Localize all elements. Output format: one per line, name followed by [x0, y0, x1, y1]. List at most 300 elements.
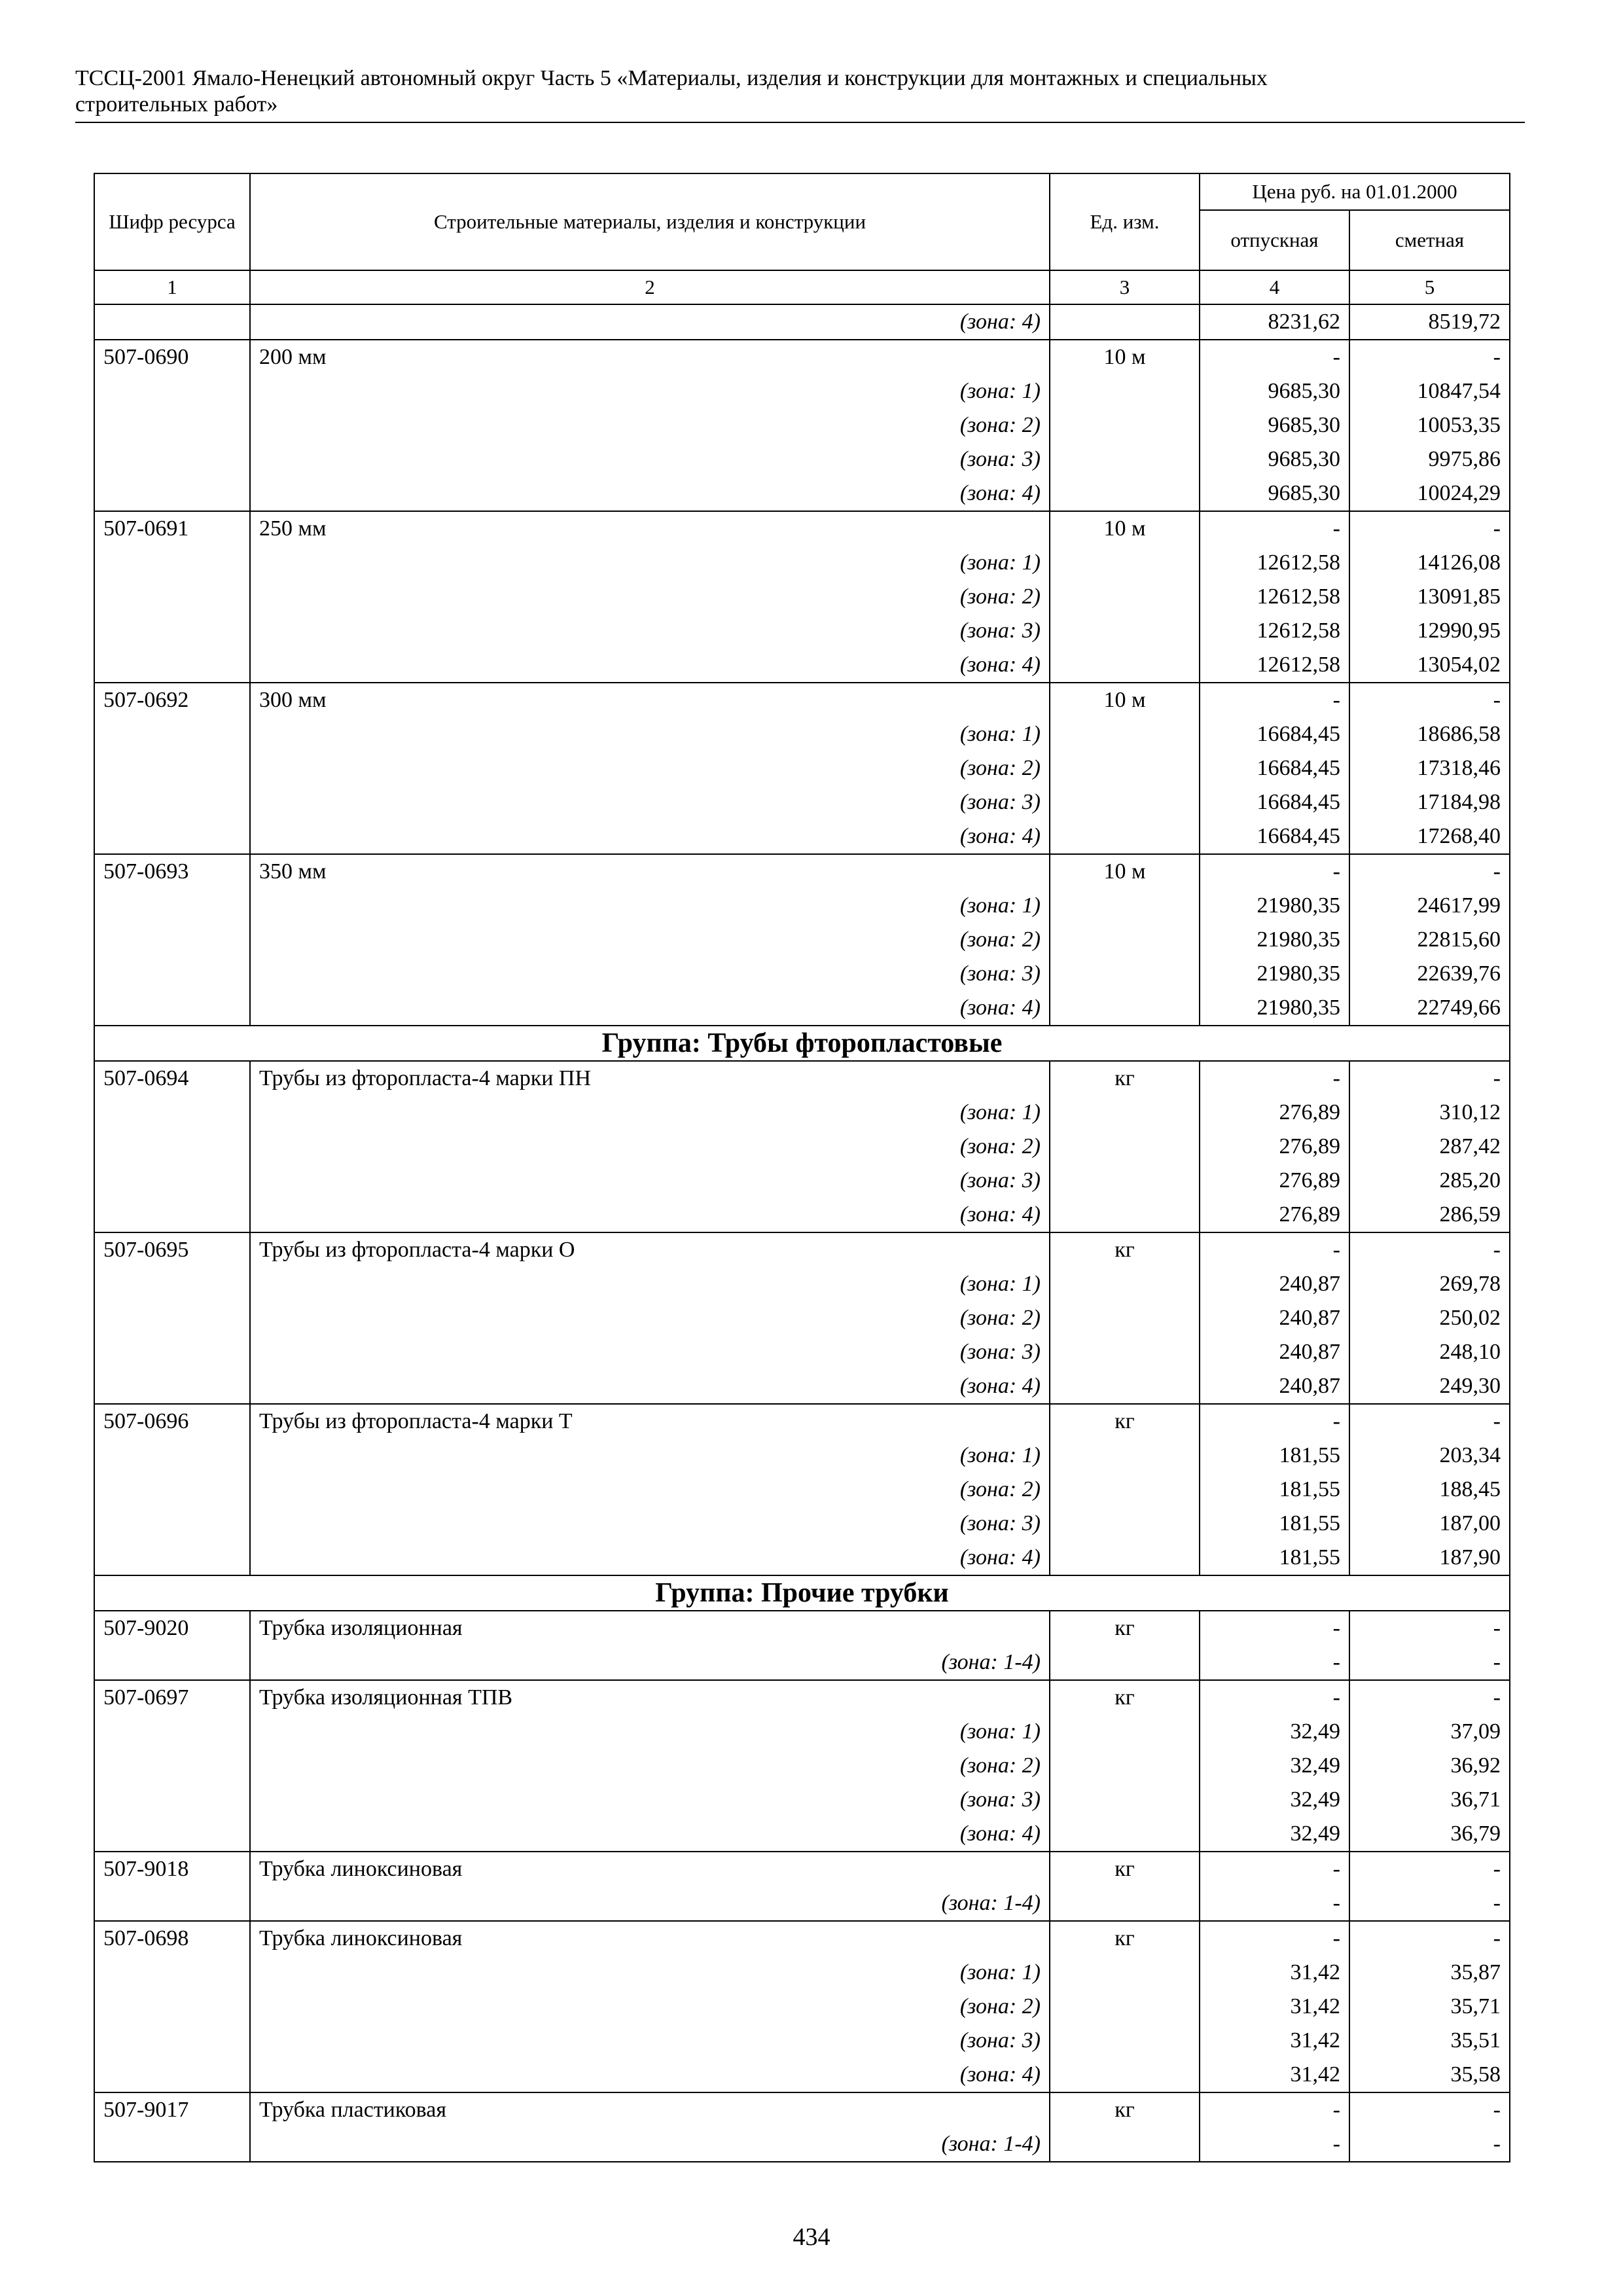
zone-label: (зона: 2): [250, 1990, 1050, 2024]
estimate-price-cell: 13054,02: [1349, 648, 1510, 683]
unit-cell: [1050, 991, 1200, 1026]
header-price-group: Цена руб. на 01.01.2000: [1200, 173, 1510, 210]
release-price-cell: 240,87: [1200, 1267, 1349, 1301]
estimate-price-cell: -: [1349, 1061, 1510, 1096]
zone-price-row: [94, 785, 1510, 819]
zone-price-row: [94, 374, 1510, 408]
estimate-price-cell: 269,78: [1349, 1267, 1510, 1301]
zone-price-row: [94, 1956, 1510, 1990]
resource-name: Трубы из фторопласта-4 марки О: [250, 1232, 1050, 1267]
resource-name: Трубы из фторопласта-4 марки Т: [250, 1404, 1050, 1439]
release-price-cell: 12612,58: [1200, 648, 1349, 683]
resource-name: Трубка пластиковая: [250, 2092, 1050, 2127]
unit-cell: кг: [1050, 1852, 1200, 1886]
resource-code: [94, 304, 250, 340]
resource-name: 250 мм: [250, 511, 1050, 546]
zone-price-row: [94, 1817, 1510, 1852]
release-price-cell: -: [1200, 683, 1349, 717]
estimate-price-cell: -: [1349, 1645, 1510, 1680]
estimate-price-cell: 36,92: [1349, 1749, 1510, 1783]
resource-code: [94, 1783, 250, 1817]
resource-code: [94, 1990, 250, 2024]
resource-code: [94, 1886, 250, 1921]
zone-label: (зона: 2): [250, 408, 1050, 442]
release-price-cell: 181,55: [1200, 1507, 1349, 1541]
resource-code: 507-0698: [94, 1921, 250, 1956]
resource-code: [94, 1267, 250, 1301]
resource-code: [94, 476, 250, 511]
zone-label: (зона: 2): [250, 580, 1050, 614]
estimate-price-cell: 22639,76: [1349, 957, 1510, 991]
release-price-cell: 12612,58: [1200, 580, 1349, 614]
resource-code: 507-9017: [94, 2092, 250, 2127]
zone-label: (зона: 4): [250, 304, 1050, 340]
release-price-cell: -: [1200, 2127, 1349, 2162]
zone-price-row: [94, 476, 1510, 511]
zone-price-row: [94, 751, 1510, 785]
zone-label: (зона: 4): [250, 1817, 1050, 1852]
unit-cell: кг: [1050, 2092, 1200, 2127]
unit-cell: [1050, 1956, 1200, 1990]
resource-code: [94, 1645, 250, 1680]
group-heading: Группа: Трубы фторопластовые: [94, 1026, 1510, 1061]
price-table: [94, 173, 1510, 2162]
resource-code: 507-0695: [94, 1232, 250, 1267]
zone-price-row: [94, 1130, 1510, 1164]
zone-price-row: [94, 1096, 1510, 1130]
estimate-price-cell: 187,00: [1349, 1507, 1510, 1541]
zone-label: (зона: 1): [250, 1715, 1050, 1749]
zone-price-row: [94, 304, 1510, 340]
resource-row: [94, 1404, 1510, 1439]
unit-cell: [1050, 1715, 1200, 1749]
zone-label: (зона: 1-4): [250, 1645, 1050, 1680]
zone-price-row: [94, 923, 1510, 957]
unit-cell: 10 м: [1050, 340, 1200, 374]
zone-label: (зона: 1): [250, 889, 1050, 923]
resource-row: [94, 1232, 1510, 1267]
release-price-cell: 16684,45: [1200, 717, 1349, 751]
unit-cell: [1050, 1783, 1200, 1817]
resource-code: [94, 2127, 250, 2162]
zone-label: (зона: 3): [250, 2024, 1050, 2058]
resource-name: 200 мм: [250, 340, 1050, 374]
estimate-price-cell: 187,90: [1349, 1541, 1510, 1575]
header-line-2: строительных работ»: [75, 92, 278, 117]
zone-label: (зона: 1): [250, 1096, 1050, 1130]
zone-price-row: [94, 1439, 1510, 1473]
estimate-price-cell: 286,59: [1349, 1198, 1510, 1232]
resource-code: [94, 819, 250, 854]
resource-code: 507-0696: [94, 1404, 250, 1439]
zone-label: (зона: 3): [250, 1507, 1050, 1541]
unit-cell: кг: [1050, 1232, 1200, 1267]
release-price-cell: 31,42: [1200, 2024, 1349, 2058]
unit-cell: [1050, 717, 1200, 751]
zone-price-row: [94, 1473, 1510, 1507]
unit-cell: [1050, 1439, 1200, 1473]
resource-code: [94, 1749, 250, 1783]
release-price-cell: -: [1200, 1852, 1349, 1886]
header-unit: Ед. изм.: [1050, 173, 1200, 270]
resource-code: [94, 785, 250, 819]
resource-code: [94, 1096, 250, 1130]
resource-code: [94, 648, 250, 683]
resource-row: [94, 854, 1510, 889]
header-code: Шифр ресурса: [94, 173, 250, 270]
unit-cell: [1050, 1164, 1200, 1198]
estimate-price-cell: 14126,08: [1349, 546, 1510, 580]
unit-cell: [1050, 2024, 1200, 2058]
release-price-cell: 9685,30: [1200, 476, 1349, 511]
zone-label: (зона: 1): [250, 1267, 1050, 1301]
estimate-price-cell: 22815,60: [1349, 923, 1510, 957]
estimate-price-cell: -: [1349, 1852, 1510, 1886]
estimate-price-cell: -: [1349, 340, 1510, 374]
estimate-price-cell: 35,51: [1349, 2024, 1510, 2058]
estimate-price-cell: 35,87: [1349, 1956, 1510, 1990]
zone-price-row: [94, 957, 1510, 991]
release-price-cell: 32,49: [1200, 1749, 1349, 1783]
resource-row: [94, 1680, 1510, 1715]
release-price-cell: 32,49: [1200, 1783, 1349, 1817]
group-heading: Группа: Прочие трубки: [94, 1575, 1510, 1611]
estimate-price-cell: 188,45: [1349, 1473, 1510, 1507]
estimate-price-cell: -: [1349, 1232, 1510, 1267]
unit-cell: [1050, 1301, 1200, 1335]
header-divider: [75, 122, 1525, 123]
zone-label: (зона: 4): [250, 819, 1050, 854]
release-price-cell: 16684,45: [1200, 819, 1349, 854]
resource-row: [94, 1921, 1510, 1956]
estimate-price-cell: -: [1349, 1886, 1510, 1921]
unit-cell: кг: [1050, 1404, 1200, 1439]
estimate-price-cell: -: [1349, 2127, 1510, 2162]
zone-price-row: [94, 2058, 1510, 2092]
estimate-price-cell: -: [1349, 1921, 1510, 1956]
resource-code: [94, 580, 250, 614]
unit-cell: [1050, 1369, 1200, 1404]
unit-cell: [1050, 374, 1200, 408]
resource-row: [94, 1061, 1510, 1096]
estimate-price-cell: -: [1349, 1404, 1510, 1439]
resource-code: [94, 1130, 250, 1164]
resource-code: [94, 2024, 250, 2058]
zone-price-row: [94, 1335, 1510, 1369]
estimate-price-cell: -: [1349, 854, 1510, 889]
resource-code: 507-0693: [94, 854, 250, 889]
zone-price-row: [94, 442, 1510, 476]
resource-code: 507-0692: [94, 683, 250, 717]
zone-price-row: [94, 1369, 1510, 1404]
release-price-cell: -: [1200, 1232, 1349, 1267]
resource-code: 507-9018: [94, 1852, 250, 1886]
zone-label: (зона: 3): [250, 1335, 1050, 1369]
zone-price-row: [94, 1541, 1510, 1575]
zone-label: (зона: 1): [250, 374, 1050, 408]
release-price-cell: 32,49: [1200, 1715, 1349, 1749]
resource-code: [94, 1473, 250, 1507]
unit-cell: кг: [1050, 1680, 1200, 1715]
unit-cell: [1050, 923, 1200, 957]
unit-cell: [1050, 648, 1200, 683]
release-price-cell: -: [1200, 1680, 1349, 1715]
release-price-cell: 16684,45: [1200, 785, 1349, 819]
unit-cell: [1050, 1990, 1200, 2024]
estimate-price-cell: 285,20: [1349, 1164, 1510, 1198]
release-price-cell: -: [1200, 340, 1349, 374]
resource-code: [94, 1335, 250, 1369]
zone-label: (зона: 1): [250, 1439, 1050, 1473]
zone-label: (зона: 1-4): [250, 2127, 1050, 2162]
estimate-price-cell: 310,12: [1349, 1096, 1510, 1130]
resource-code: 507-0690: [94, 340, 250, 374]
estimate-price-cell: 10024,29: [1349, 476, 1510, 511]
zone-price-row: [94, 1301, 1510, 1335]
zone-label: (зона: 1): [250, 717, 1050, 751]
zone-price-row: [94, 1783, 1510, 1817]
resource-name: Трубка линоксиновая: [250, 1852, 1050, 1886]
header-name: Строительные материалы, изделия и конструкции: [250, 173, 1050, 270]
estimate-price-cell: 35,58: [1349, 2058, 1510, 2092]
resource-name: Трубка изоляционная: [250, 1611, 1050, 1645]
resource-code: [94, 1541, 250, 1575]
release-price-cell: 181,55: [1200, 1473, 1349, 1507]
zone-label: (зона: 2): [250, 1473, 1050, 1507]
zone-price-row: [94, 1749, 1510, 1783]
zone-label: (зона: 2): [250, 1749, 1050, 1783]
release-price-cell: 276,89: [1200, 1096, 1349, 1130]
resource-code: [94, 614, 250, 648]
zone-price-row: [94, 580, 1510, 614]
release-price-cell: 12612,58: [1200, 546, 1349, 580]
unit-cell: [1050, 408, 1200, 442]
zone-price-row: [94, 889, 1510, 923]
resource-code: 507-0691: [94, 511, 250, 546]
page-number: 434: [793, 2223, 830, 2251]
resource-code: [94, 991, 250, 1026]
release-price-cell: -: [1200, 1886, 1349, 1921]
header-line-1: ТССЦ-2001 Ямало-Ненецкий автономный округ Часть 5 «Материалы, изделия и конструкции для монтажных и специальных: [75, 66, 1268, 90]
release-price-cell: -: [1200, 854, 1349, 889]
zone-label: (зона: 3): [250, 1164, 1050, 1198]
release-price-cell: -: [1200, 2092, 1349, 2127]
estimate-price-cell: -: [1349, 2092, 1510, 2127]
unit-cell: [1050, 1817, 1200, 1852]
resource-code: [94, 1369, 250, 1404]
unit-cell: [1050, 614, 1200, 648]
estimate-price-cell: 10053,35: [1349, 408, 1510, 442]
resource-code: [94, 1956, 250, 1990]
resource-code: [94, 1507, 250, 1541]
zone-label: (зона: 1): [250, 1956, 1050, 1990]
zone-label: (зона: 1): [250, 546, 1050, 580]
unit-cell: 10 м: [1050, 511, 1200, 546]
resource-code: 507-9020: [94, 1611, 250, 1645]
release-price-cell: -: [1200, 511, 1349, 546]
release-price-cell: -: [1200, 1611, 1349, 1645]
estimate-price-cell: 10847,54: [1349, 374, 1510, 408]
unit-cell: кг: [1050, 1611, 1200, 1645]
unit-cell: [1050, 1096, 1200, 1130]
zone-price-row: [94, 1507, 1510, 1541]
estimate-price-cell: 248,10: [1349, 1335, 1510, 1369]
estimate-price-cell: -: [1349, 511, 1510, 546]
zone-price-row: [94, 546, 1510, 580]
unit-cell: кг: [1050, 1061, 1200, 1096]
zone-label: (зона: 2): [250, 1130, 1050, 1164]
estimate-price-cell: 203,34: [1349, 1439, 1510, 1473]
resource-row: [94, 1852, 1510, 1886]
estimate-price-cell: -: [1349, 1611, 1510, 1645]
resource-code: [94, 1817, 250, 1852]
unit-cell: 10 м: [1050, 854, 1200, 889]
release-price-cell: 16684,45: [1200, 751, 1349, 785]
zone-label: (зона: 4): [250, 1541, 1050, 1575]
header-col-number: 1: [94, 270, 250, 304]
zone-price-row: [94, 2127, 1510, 2162]
release-price-cell: 240,87: [1200, 1369, 1349, 1404]
unit-cell: [1050, 1130, 1200, 1164]
estimate-price-cell: -: [1349, 1680, 1510, 1715]
resource-code: [94, 408, 250, 442]
estimate-price-cell: 17184,98: [1349, 785, 1510, 819]
estimate-price-cell: 287,42: [1349, 1130, 1510, 1164]
release-price-cell: 9685,30: [1200, 374, 1349, 408]
release-price-cell: -: [1200, 1404, 1349, 1439]
release-price-cell: 21980,35: [1200, 889, 1349, 923]
unit-cell: [1050, 546, 1200, 580]
group-heading-row: [94, 1575, 1510, 1611]
resource-code: [94, 923, 250, 957]
group-heading-row: [94, 1026, 1510, 1061]
unit-cell: [1050, 1541, 1200, 1575]
zone-price-row: [94, 991, 1510, 1026]
estimate-price-cell: 17268,40: [1349, 819, 1510, 854]
zone-label: (зона: 3): [250, 785, 1050, 819]
release-price-cell: -: [1200, 1061, 1349, 1096]
zone-label: (зона: 2): [250, 923, 1050, 957]
resource-name: Трубы из фторопласта-4 марки ПН: [250, 1061, 1050, 1096]
header-col-number: 2: [250, 270, 1050, 304]
release-price-cell: 31,42: [1200, 1956, 1349, 1990]
resource-row: [94, 340, 1510, 374]
resource-row: [94, 683, 1510, 717]
release-price-cell: 21980,35: [1200, 923, 1349, 957]
estimate-price-cell: 22749,66: [1349, 991, 1510, 1026]
zone-price-row: [94, 614, 1510, 648]
unit-cell: [1050, 2058, 1200, 2092]
zone-price-row: [94, 1164, 1510, 1198]
release-price-cell: 276,89: [1200, 1164, 1349, 1198]
zone-label: (зона: 3): [250, 957, 1050, 991]
unit-cell: [1050, 785, 1200, 819]
zone-price-row: [94, 1198, 1510, 1232]
resource-code: [94, 717, 250, 751]
unit-cell: [1050, 442, 1200, 476]
zone-price-row: [94, 819, 1510, 854]
estimate-price-cell: 8519,72: [1349, 304, 1510, 340]
unit-cell: [1050, 1267, 1200, 1301]
unit-cell: [1050, 1198, 1200, 1232]
unit-cell: [1050, 2127, 1200, 2162]
zone-price-row: [94, 1267, 1510, 1301]
zone-label: (зона: 4): [250, 2058, 1050, 2092]
release-price-cell: 12612,58: [1200, 614, 1349, 648]
zone-label: (зона: 1-4): [250, 1886, 1050, 1921]
header-col-number: 4: [1200, 270, 1349, 304]
release-price-cell: -: [1200, 1921, 1349, 1956]
resource-code: [94, 751, 250, 785]
estimate-price-cell: 24617,99: [1349, 889, 1510, 923]
table-header: [94, 173, 1510, 304]
release-price-cell: 21980,35: [1200, 991, 1349, 1026]
resource-code: [94, 1164, 250, 1198]
estimate-price-cell: 37,09: [1349, 1715, 1510, 1749]
release-price-cell: 181,55: [1200, 1541, 1349, 1575]
release-price-cell: 21980,35: [1200, 957, 1349, 991]
estimate-price-cell: 9975,86: [1349, 442, 1510, 476]
unit-cell: [1050, 889, 1200, 923]
zone-label: (зона: 4): [250, 1198, 1050, 1232]
release-price-cell: 276,89: [1200, 1198, 1349, 1232]
unit-cell: [1050, 1473, 1200, 1507]
unit-cell: [1050, 304, 1200, 340]
release-price-cell: 31,42: [1200, 1990, 1349, 2024]
unit-cell: [1050, 1645, 1200, 1680]
estimate-price-cell: 13091,85: [1349, 580, 1510, 614]
resource-code: [94, 1439, 250, 1473]
release-price-cell: 240,87: [1200, 1335, 1349, 1369]
estimate-price-cell: 17318,46: [1349, 751, 1510, 785]
estimate-price-cell: -: [1349, 683, 1510, 717]
zone-price-row: [94, 1645, 1510, 1680]
release-price-cell: 9685,30: [1200, 442, 1349, 476]
unit-cell: [1050, 819, 1200, 854]
unit-cell: [1050, 580, 1200, 614]
zone-label: (зона: 3): [250, 614, 1050, 648]
unit-cell: [1050, 1507, 1200, 1541]
resource-row: [94, 1611, 1510, 1645]
page-header: [75, 65, 1525, 118]
zone-label: (зона: 4): [250, 476, 1050, 511]
zone-label: (зона: 2): [250, 751, 1050, 785]
release-price-cell: 181,55: [1200, 1439, 1349, 1473]
header-release-price: отпускная: [1200, 210, 1349, 270]
zone-label: (зона: 3): [250, 442, 1050, 476]
zone-label: (зона: 4): [250, 648, 1050, 683]
unit-cell: [1050, 1749, 1200, 1783]
resource-name: 300 мм: [250, 683, 1050, 717]
release-price-cell: 31,42: [1200, 2058, 1349, 2092]
estimate-price-cell: 249,30: [1349, 1369, 1510, 1404]
resource-row: [94, 511, 1510, 546]
estimate-price-cell: 18686,58: [1349, 717, 1510, 751]
resource-code: [94, 2058, 250, 2092]
zone-label: (зона: 2): [250, 1301, 1050, 1335]
resource-code: [94, 442, 250, 476]
resource-code: [94, 1301, 250, 1335]
resource-code: [94, 1715, 250, 1749]
resource-name: Трубка линоксиновая: [250, 1921, 1050, 1956]
unit-cell: кг: [1050, 1921, 1200, 1956]
zone-price-row: [94, 648, 1510, 683]
zone-label: (зона: 4): [250, 1369, 1050, 1404]
table-body: [94, 304, 1510, 2162]
release-price-cell: -: [1200, 1645, 1349, 1680]
estimate-price-cell: 35,71: [1349, 1990, 1510, 2024]
unit-cell: [1050, 1335, 1200, 1369]
